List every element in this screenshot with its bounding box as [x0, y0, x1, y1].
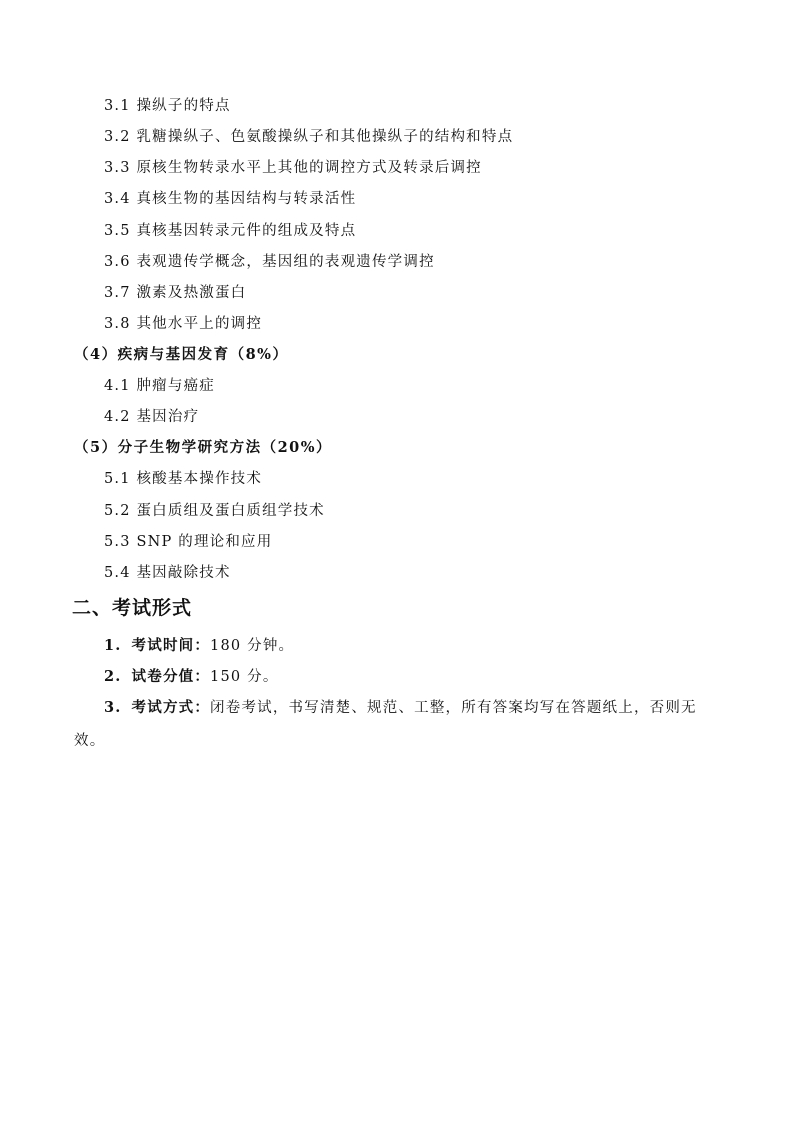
item-label: 考试方式：	[131, 699, 211, 716]
item-label: 试卷分值：	[131, 668, 211, 685]
outline-item-5-3: 5.3 SNP 的理论和应用	[104, 534, 273, 550]
item-label: 考试时间：	[131, 637, 211, 654]
outline-item-3-6: 3.6 表观遗传学概念，基因组的表观遗传学调控	[104, 254, 435, 270]
outline-item-3-5: 3.5 真核基因转录元件的组成及特点	[104, 223, 357, 239]
item-value: 150 分。	[210, 669, 279, 685]
exam-method-continuation: 效。	[74, 733, 106, 749]
outline-item-5-4: 5.4 基因敲除技术	[104, 565, 231, 581]
outline-item-3-2: 3.2 乳糖操纵子、色氨酸操纵子和其他操纵子的结构和特点	[104, 129, 514, 145]
item-number: 1.	[104, 637, 122, 654]
item-value: 闭卷考试，书写清楚、规范、工整，所有答案均写在答题纸上，否则无	[210, 700, 697, 716]
outline-item-3-3: 3.3 原核生物转录水平上其他的调控方式及转录后调控	[104, 160, 482, 176]
section-4-heading: （4）疾病与基因发育（8%）	[74, 346, 289, 363]
section-5-heading: （5）分子生物学研究方法（20%）	[74, 439, 333, 456]
exam-time-item	[104, 636, 294, 656]
outline-item-5-1: 5.1 核酸基本操作技术	[104, 471, 263, 487]
outline-item-3-4: 3.4 真核生物的基因结构与转录活性	[104, 191, 357, 207]
item-value: 180 分钟。	[210, 638, 295, 654]
outline-item-3-7: 3.7 激素及热激蛋白	[104, 285, 247, 301]
outline-item-3-1: 3.1 操纵子的特点	[104, 98, 231, 114]
exam-format-title: 二、考试形式	[72, 597, 193, 619]
outline-item-3-8: 3.8 其他水平上的调控	[104, 316, 263, 332]
outline-item-5-2: 5.2 蛋白质组及蛋白质组学技术	[104, 503, 325, 519]
exam-score-item	[104, 667, 279, 687]
item-number: 2.	[104, 668, 122, 685]
outline-item-4-1: 4.1 肿瘤与癌症	[104, 378, 215, 394]
outline-item-4-2: 4.2 基因治疗	[104, 409, 200, 425]
exam-method-item	[104, 698, 697, 718]
item-number: 3.	[104, 699, 122, 716]
